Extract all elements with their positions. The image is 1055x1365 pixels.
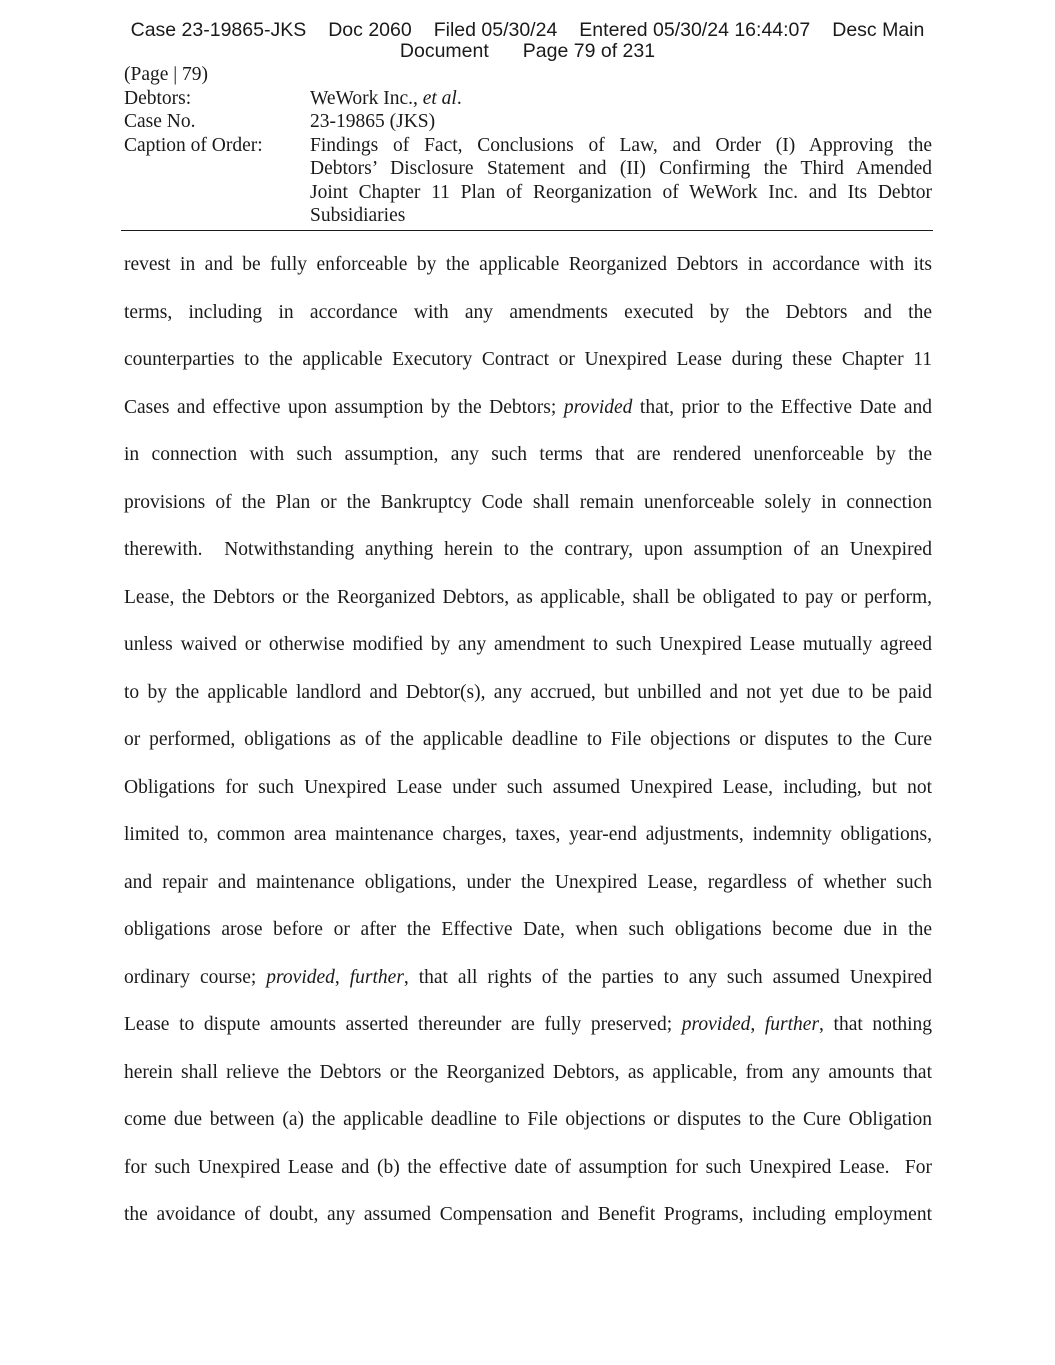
- body-line: [124, 248, 932, 296]
- desc-stamp: Desc Main: [832, 19, 925, 41]
- debtors-label: Debtors:: [124, 87, 192, 109]
- caption-line: Debtors’ Disclosure Statement and (II) Confirming the Third Amended: [310, 158, 932, 179]
- body-line: [124, 1056, 932, 1104]
- header-divider: [121, 230, 933, 231]
- body-line: [124, 628, 932, 676]
- body-text: revest in and be fully enforceable by the applicable Reorganized Debtors in accordance with its: [124, 254, 932, 275]
- body-line: [124, 1008, 932, 1056]
- document-stamp: Document: [399, 40, 489, 62]
- body-line: [124, 438, 932, 486]
- order-header: [124, 63, 932, 228]
- case-number-stamp: Case 23-19865-JKS: [130, 19, 307, 41]
- caption-line: Subsidiaries: [310, 205, 406, 226]
- body-text: ordinary course;: [124, 966, 267, 988]
- page-ref-row: [124, 63, 932, 87]
- italic-term: provided: [681, 1014, 751, 1035]
- caption-label: Caption of Order:: [124, 134, 263, 156]
- body-text: , that all rights of the parties to any such assumed Unexpired: [403, 966, 933, 988]
- body-text: Obligations for such Unexpired Lease under such assumed Unexpired Lease, including, but not: [124, 776, 932, 798]
- body-text: terms, including in accordance with any amendments executed by the Debtors and the: [124, 301, 932, 323]
- body-line: [124, 1103, 932, 1151]
- body-text: unless waived or otherwise modified by any amendment to such Unexpired Lease mutually agreed: [124, 634, 932, 655]
- body-text: come due between (a) the applicable deadline to File objections or disputes to the Cure Obligation: [124, 1109, 932, 1130]
- body-line: [124, 486, 932, 534]
- filing-stamp: [0, 20, 1055, 62]
- case-label: Case No.: [124, 111, 196, 132]
- caption-line: Findings of Fact, Conclusions of Law, and Order (I) Approving the: [310, 134, 932, 156]
- entered-date-stamp: Entered 05/30/24 16:44:07: [579, 19, 811, 41]
- body-text: to by the applicable landlord and Debtor(s), any accrued, but unbilled and not yet due to be paid: [124, 681, 932, 703]
- caption-value: [310, 134, 932, 228]
- body-text: in connection with such assumption, any such terms that are rendered unenforceable by the: [124, 444, 932, 465]
- body-text: provisions of the Plan or the Bankruptcy Code shall remain unenforceable solely in connection: [124, 491, 932, 513]
- page-ref: (Page | 79): [124, 64, 209, 85]
- body-text: the avoidance of doubt, any assumed Compensation and Benefit Programs, including employment: [124, 1204, 932, 1225]
- debtors-value: [310, 87, 932, 111]
- case-row: [124, 110, 932, 134]
- filing-stamp-line-2: [0, 41, 1055, 62]
- body-line: [124, 581, 932, 629]
- body-text: ,: [750, 1014, 765, 1035]
- body-line: [124, 391, 932, 439]
- body-text: Cases and effective upon assumption by the Debtors;: [124, 396, 564, 418]
- body-line: [124, 1151, 932, 1199]
- italic-term: provided: [563, 396, 633, 418]
- body-text: ,: [334, 966, 350, 988]
- body-text: or performed, obligations as of the applicable deadline to File objections or disputes to the Cure: [124, 729, 932, 750]
- body-line: [124, 866, 932, 914]
- debtors-row: [124, 87, 932, 111]
- body-text: for such Unexpired Lease and (b) the effective date of assumption for such Unexpired Lease. For: [124, 1156, 932, 1178]
- body-text: Lease, the Debtors or the Reorganized Debtors, as applicable, shall be obligated to pay or perform,: [124, 586, 932, 608]
- body-line: [124, 533, 932, 581]
- debtors-etal: et al: [422, 87, 457, 109]
- debtors-name: WeWork Inc.,: [310, 87, 423, 109]
- body-text: limited to, common area maintenance charges, taxes, year-end adjustments, indemnity obligations,: [124, 824, 932, 845]
- body-line: [124, 343, 932, 391]
- doc-number-stamp: Doc 2060: [328, 19, 412, 41]
- case-value: 23-19865 (JKS): [310, 111, 436, 132]
- caption-line: Joint Chapter 11 Plan of Reorganization of WeWork Inc. and Its Debtor: [310, 181, 932, 203]
- body-text: , that nothing: [819, 1014, 933, 1035]
- body-text: obligations arose before or after the Effective Date, when such obligations become due in the: [124, 919, 932, 940]
- body-text: and repair and maintenance obligations, under the Unexpired Lease, regardless of whether such: [124, 871, 932, 893]
- body-line: [124, 818, 932, 866]
- filing-stamp-line-1: [0, 20, 1055, 41]
- body-line: [124, 771, 932, 819]
- italic-term: further: [764, 1014, 820, 1035]
- filed-date-stamp: Filed 05/30/24: [433, 19, 558, 41]
- body-text: that, prior to the Effective Date and: [632, 396, 932, 418]
- body-text: herein shall relieve the Debtors or the Reorganized Debtors, as applicable, from any amounts that: [124, 1061, 932, 1083]
- page-count-stamp: Page 79 of 231: [522, 40, 656, 62]
- caption-row: [124, 134, 932, 228]
- body-line: [124, 961, 932, 1009]
- italic-term: provided: [266, 966, 335, 988]
- order-body-text: [124, 248, 932, 1246]
- body-text: counterparties to the applicable Executory Contract or Unexpired Lease during these Chapter 11: [124, 349, 932, 370]
- body-text: therewith. Notwithstanding anything herein to the contrary, upon assumption of an Unexpired: [124, 539, 932, 560]
- italic-term: further: [349, 966, 404, 988]
- debtors-period: .: [456, 87, 462, 109]
- body-text: Lease to dispute amounts asserted thereunder are fully preserved;: [124, 1014, 682, 1035]
- body-line: [124, 723, 932, 771]
- body-line: [124, 1198, 932, 1246]
- body-line: [124, 676, 932, 724]
- body-line: [124, 913, 932, 961]
- body-line: [124, 296, 932, 344]
